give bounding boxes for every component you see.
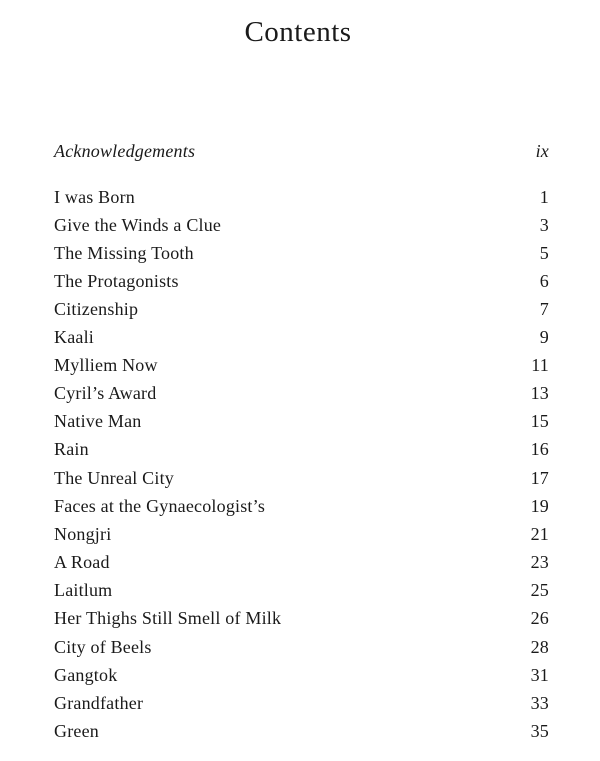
toc-entry[interactable] [54, 691, 549, 715]
toc-entry[interactable] [54, 269, 549, 293]
toc-entry[interactable] [54, 522, 549, 546]
toc-entry-title: The Missing Tooth [54, 243, 194, 263]
toc-entry-title: Laitlum [54, 580, 113, 600]
page-title: Contents [244, 16, 352, 48]
toc-entry-page: 28 [530, 637, 549, 657]
toc-entry-page: 3 [539, 215, 549, 235]
toc-entry[interactable] [54, 409, 549, 433]
toc-entry[interactable] [54, 578, 549, 602]
toc-entry-title: The Unreal City [54, 468, 174, 488]
toc-entry-title: Rain [54, 439, 89, 459]
toc-entry-page: 35 [530, 721, 549, 741]
toc-entry[interactable] [54, 325, 549, 349]
toc-entry-page: 31 [530, 665, 549, 685]
toc-entry[interactable] [54, 635, 549, 659]
toc-entry[interactable] [54, 381, 549, 405]
toc-entry-title: Cyril’s Award [54, 383, 157, 403]
toc-entry-page: 15 [530, 411, 549, 431]
toc-entry[interactable] [54, 185, 549, 209]
toc-entry-page: 11 [531, 355, 549, 375]
toc-entry-page: 23 [530, 552, 549, 572]
toc-entry[interactable] [54, 466, 549, 490]
toc-entry-page: 33 [530, 693, 549, 713]
toc-entry[interactable] [54, 606, 549, 630]
toc-entry-title: Mylliem Now [54, 355, 158, 375]
toc-entry-page: 6 [539, 271, 549, 291]
toc-entry-title: Kaali [54, 327, 94, 347]
toc-entry[interactable] [54, 494, 549, 518]
toc-entry-title: Acknowledgements [54, 141, 196, 161]
toc-entry-title: The Protagonists [54, 271, 179, 291]
toc-entry-page: 25 [530, 580, 549, 600]
toc-entry-title: I was Born [54, 187, 135, 207]
toc-entry[interactable] [54, 213, 549, 237]
toc-entry-title: Give the Winds a Clue [54, 215, 222, 235]
toc-entry[interactable] [54, 550, 549, 574]
toc-entry-page: 1 [539, 187, 549, 207]
toc-entry[interactable] [54, 297, 549, 321]
toc-entry-acknowledgements[interactable] [54, 139, 549, 163]
toc-entry[interactable] [54, 663, 549, 687]
toc-entry-page: 26 [530, 608, 549, 628]
toc-entry-title: Citizenship [54, 299, 139, 319]
toc-entry-page: 7 [539, 299, 549, 319]
toc-entry-title: Gangtok [54, 665, 118, 685]
toc-entry[interactable] [54, 437, 549, 461]
toc-entry-page: 5 [539, 243, 549, 263]
toc-entry-page: 16 [530, 439, 549, 459]
toc-entry-page: 9 [539, 327, 549, 347]
toc-entry-title: Grandfather [54, 693, 144, 713]
toc-entry-page: 17 [530, 468, 549, 488]
toc-entry-title: Faces at the Gynaecologist’s [54, 496, 266, 516]
toc-entry-title: City of Beels [54, 637, 152, 657]
toc-entry-title: Green [54, 721, 99, 741]
toc-entry[interactable] [54, 241, 549, 265]
toc-entry-title: Her Thighs Still Smell of Milk [54, 608, 282, 628]
toc-entry-page: ix [535, 141, 549, 161]
toc-entry[interactable] [54, 353, 549, 377]
toc-entry-page: 13 [530, 383, 549, 403]
toc-entry-page: 21 [530, 524, 549, 544]
toc-entry[interactable] [54, 719, 549, 743]
toc-entry-page: 19 [530, 496, 549, 516]
toc-entry-title: Native Man [54, 411, 142, 431]
toc-entry-title: A Road [54, 552, 110, 572]
toc-entry-title: Nongjri [54, 524, 112, 544]
